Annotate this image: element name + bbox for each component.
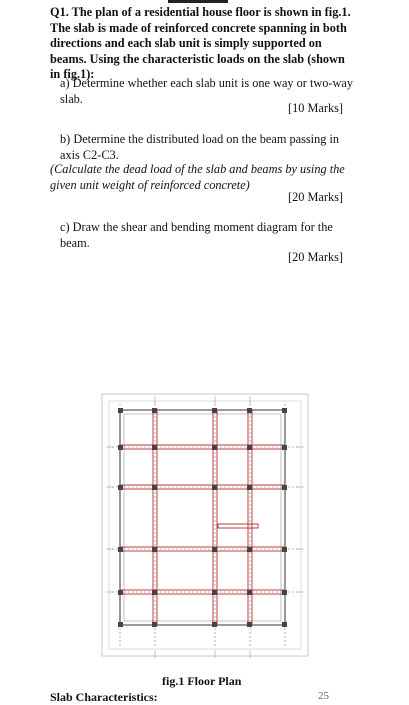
part-b-text: b) Determine the distributed load on the beam passing in axis C2-C3.: [60, 132, 340, 162]
part-b-marks: [20 Marks]: [288, 190, 343, 204]
page-number: 25: [318, 690, 329, 702]
dimension-ticks: [106, 396, 304, 658]
floor-plan-drawing: [100, 392, 310, 667]
grid-axes: [112, 404, 298, 647]
part-c-marks: [20 Marks]: [288, 250, 343, 264]
part-a-text: a) Determine whether each slab unit is one way or two-way slab.: [60, 76, 353, 106]
part-a-marks: [10 Marks]: [288, 101, 343, 115]
plan-outer-frame: [102, 394, 308, 656]
part-b-note: (Calculate the dead load of the slab and beams by using the given unit weight of reinforced concrete): [50, 162, 345, 192]
part-c-text: c) Draw the shear and bending moment diagram for the beam.: [60, 220, 333, 250]
question-heading: Q1. The plan of a residential house floor is shown in fig.1. The slab is made of reinforced concrete spanning in both directions and each slab unit is simply supported on beams. Using the characteristic loads on the slab (shown in fig.1):: [50, 5, 351, 82]
beams: [120, 410, 285, 625]
plan-inner-frame: [109, 401, 301, 649]
top-edge-mark: [168, 0, 228, 3]
next-section-heading: Slab Characteristics:: [50, 690, 158, 704]
figure-caption: fig.1 Floor Plan: [162, 674, 242, 688]
building-outline: [120, 410, 285, 625]
